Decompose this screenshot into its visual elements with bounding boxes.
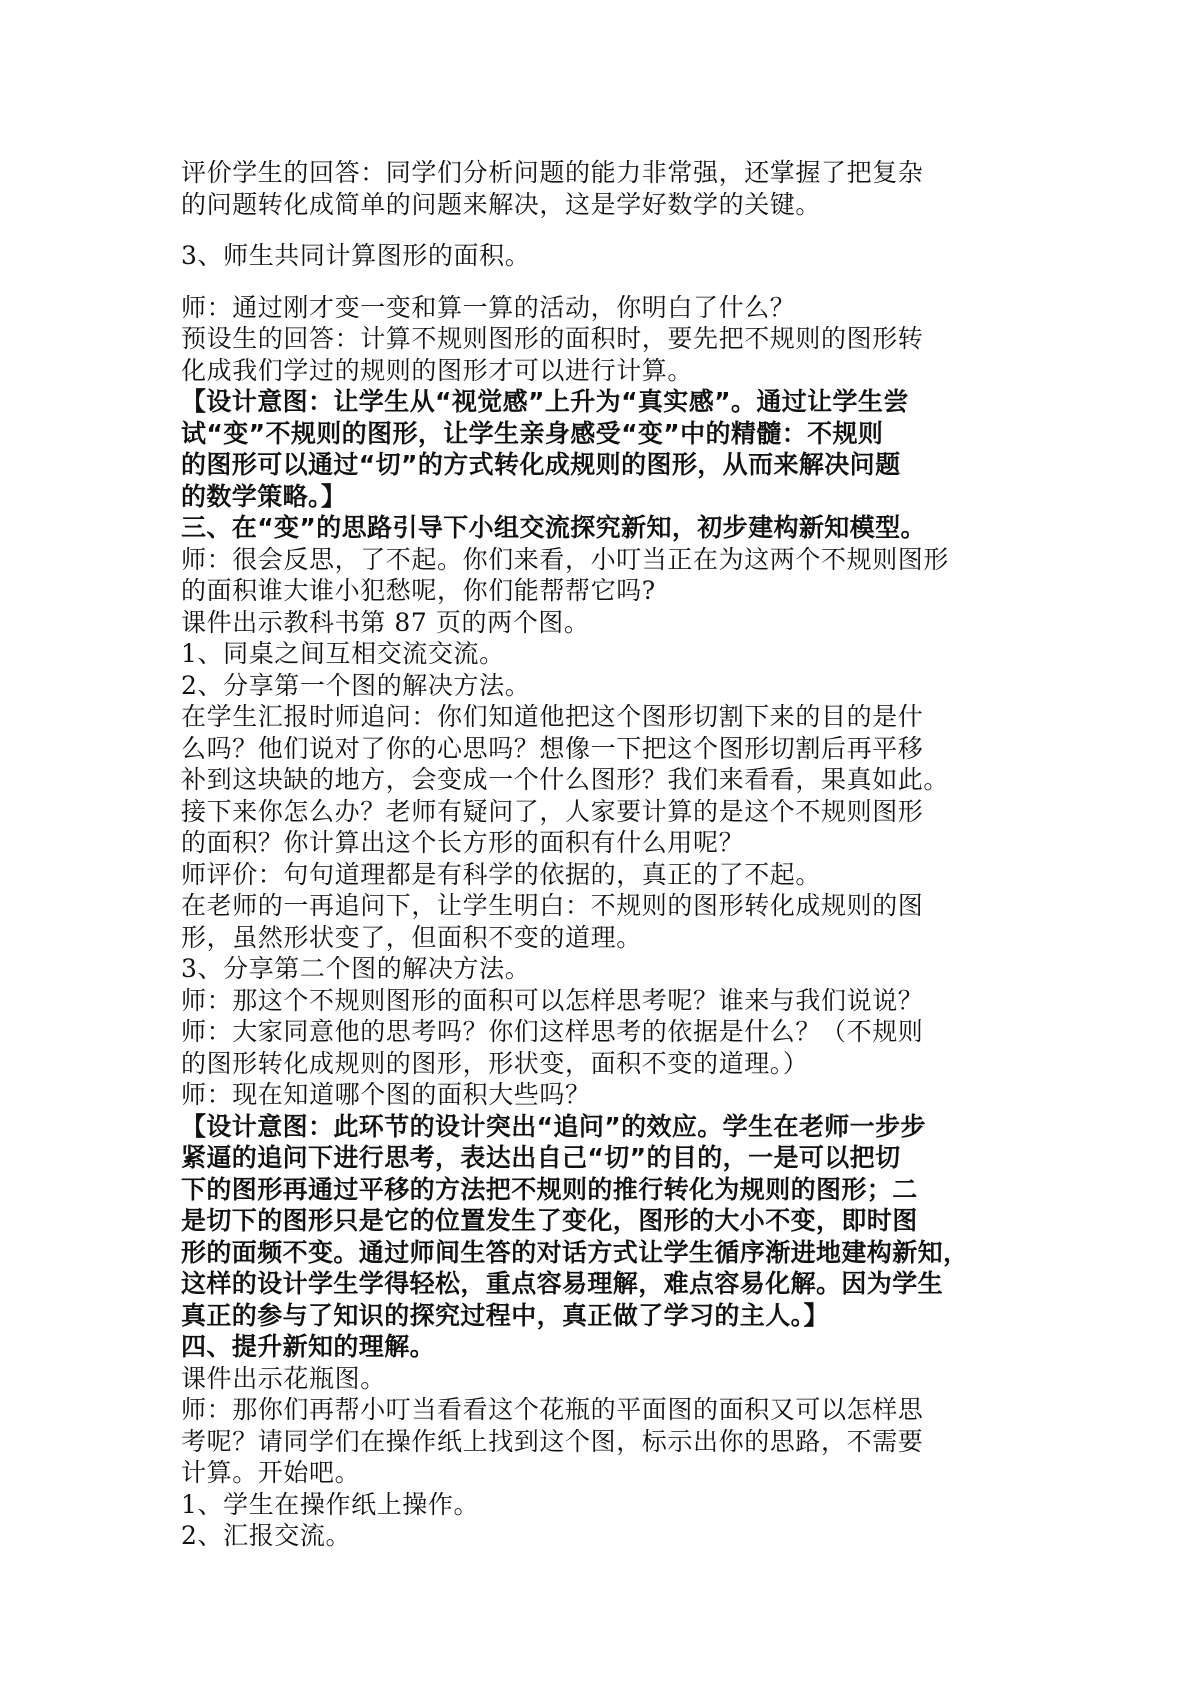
text-line: 预设生的回答：计算不规则图形的面积时，要先把不规则的图形转 [181,324,924,353]
text-line: 师：那这个不规则图形的面积可以怎样思考呢？谁来与我们说说？ [181,985,924,1015]
bold-text-line: 是切下的图形只是它的位置发生了变化，图形的大小不变，即时图 [181,1206,918,1235]
text-line: 的图形转化成规则的图形，形状变，面积不变的道理。） [181,1048,809,1078]
text-line: 师评价：句句道理都是有科学的依据的，真正的了不起。 [181,859,822,889]
bold-text-line: 下的图形再通过平移的方法把不规则的推行转化为规则的图形；二 [181,1174,918,1204]
text-line: 2、汇报交流。 [181,1521,352,1550]
text-line: 在学生汇报时师追问：你们知道他把这个图形切割下来的目的是什 [181,702,924,731]
bold-text-line: 【设计意图：让学生从“视觉感”上升为“真实感”。通过让学生尝 [181,387,909,416]
text-line: 课件出示花瓶图。 [181,1363,386,1393]
text-line: 课件出示教科书第 87 页的两个图。 [181,607,590,637]
bold-text-line: 四、提升新知的理解。 [181,1332,436,1361]
text-line: 3、分享第二个图的解决方法。 [181,954,531,983]
text-line: 1、同桌之间互相交流交流。 [181,639,505,668]
text-line: 么吗？他们说对了你的心思吗？想像一下把这个图形切割后再平移 [181,733,924,763]
text-line: 1、学生在操作纸上操作。 [181,1489,480,1519]
text-line: 师：大家同意他的思考吗？你们这样思考的依据是什么？（不规则 [181,1017,924,1046]
text-line: 形，虽然形状变了，但面积不变的道理。 [181,922,642,952]
bold-text-line: 的数学策略。】 [181,481,347,511]
text-line: 化成我们学过的规则的图形才可以进行计算。 [181,355,694,385]
text-line: 的面积？你计算出这个长方形的面积有什么用呢？ [181,828,745,857]
document-page [181,157,1021,1552]
text-line: 2、分享第一个图的解决方法。 [181,670,531,700]
bold-text-line: 这样的设计学生学得轻松，重点容易理解，难点容易化解。因为学生 [181,1269,944,1298]
text-line: 补到这块缺的地方，会变成一个什么图形？我们来看看，果真如此。 [181,765,950,794]
text-line: 师：那你们再帮小叮当看看这个花瓶的平面图的面积又可以怎样思 [181,1395,924,1424]
text-line: 计算。开始吧。 [181,1458,361,1487]
text-line: 接下来你怎么办？老师有疑问了，人家要计算的是这个不规则图形 [181,796,924,826]
text-line: 考呢？请同学们在操作纸上找到这个图，标示出你的思路，不需要 [181,1426,924,1456]
text-line: 师：现在知道哪个图的面积大些吗？ [181,1080,591,1109]
text-line: 在老师的一再追问下，让学生明白：不规则的图形转化成规则的图 [181,891,924,920]
bold-text-line: 形的面频不变。通过师间生答的对话方式让学生循序渐进地建构新知， [181,1237,969,1267]
bold-text-line: 【设计意图：此环节的设计突出“追问”的效应。学生在老师一步步 [181,1111,926,1141]
bold-text-line: 的图形可以通过“切”的方式转化成规则的图形，从而来解决问题 [181,450,901,479]
text-line: 3、师生共同计算图形的面积。 [181,241,531,270]
text-line: 的面积谁大谁小犯愁呢，你们能帮帮它吗? [181,576,656,605]
bold-text-line: 试“变”不规则的图形，让学生亲身感受“变”中的精髓：不规则 [181,418,884,448]
text-line: 评价学生的回答：同学们分析问题的能力非常强，还掌握了把复杂 [181,158,924,187]
text-line: 师：通过刚才变一变和算一算的活动，你明白了什么？ [181,292,796,322]
bold-text-line: 三、在“变”的思路引导下小组交流探究新知，初步建构新知模型。 [181,513,926,542]
bold-text-line: 真正的参与了知识的探究过程中，真正做了学习的主人。】 [181,1300,829,1330]
bold-text-line: 紧逼的追问下进行思考，表达出自己“切”的目的，一是可以把切 [181,1143,901,1172]
text-line: 师：很会反思，了不起。你们来看，小叮当正在为这两个不规则图形 [181,544,950,574]
text-line: 的问题转化成简单的问题来解决，这是学好数学的关键。 [181,189,822,219]
